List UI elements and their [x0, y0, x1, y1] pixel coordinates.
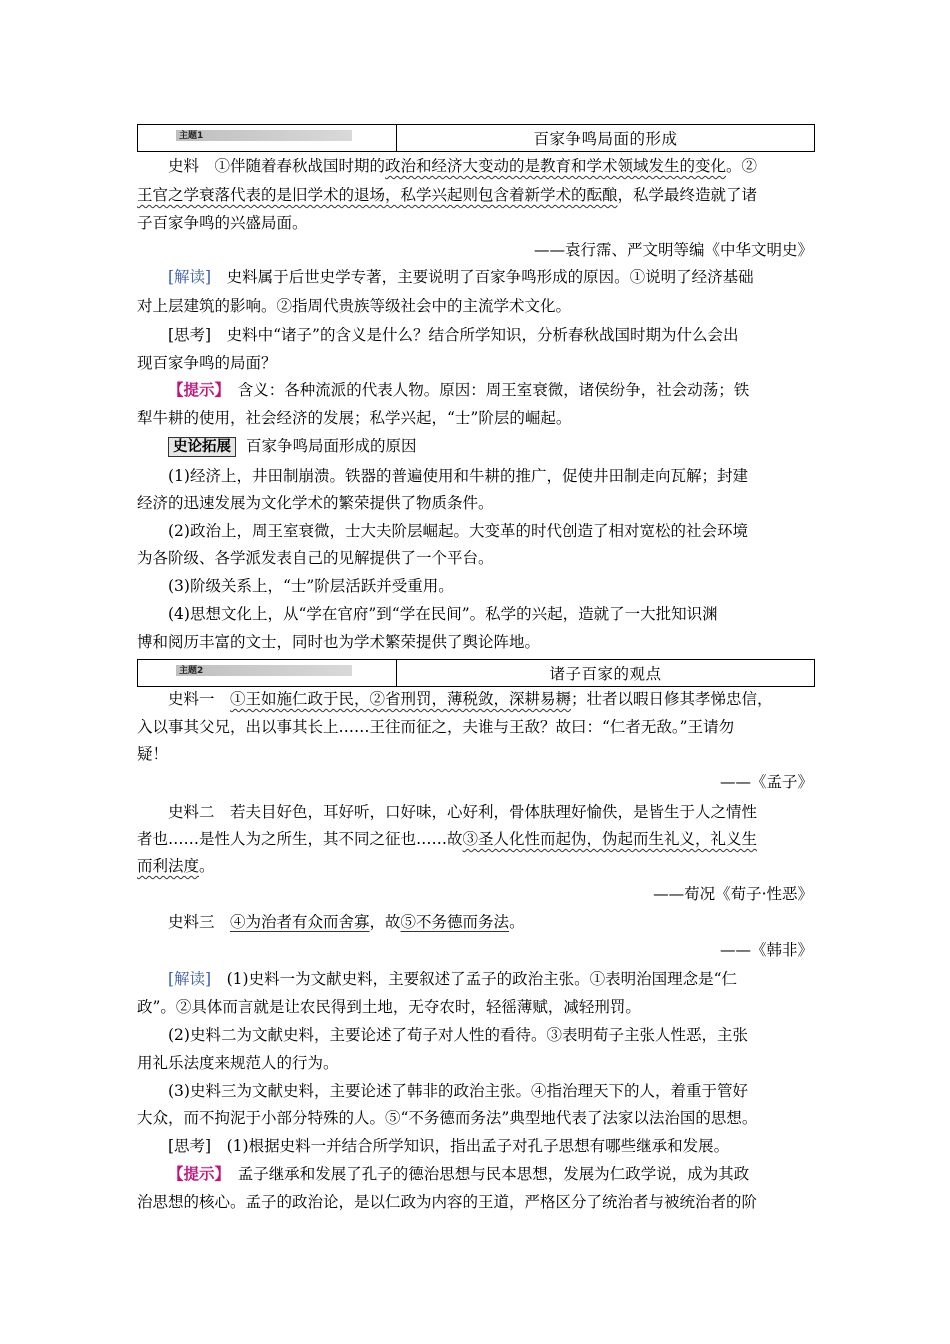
- extension-p4-line1: (4)思想文化上，从“学在官府”到“学在民间”。私学的兴起，造就了一大批知识渊: [168, 605, 718, 623]
- extension-p1-line2: 经济的迅速发展为文化学术的繁荣提供了物质条件。: [137, 494, 494, 512]
- topic1-tag: 主题1: [179, 131, 204, 141]
- text-span: ，私学最终造就了诸: [617, 186, 758, 204]
- topic2-s3-citation: ——《韩非》: [719, 941, 813, 959]
- topic2-sikao-line1: [168, 1136, 729, 1156]
- extension-p2-line2: 为各阶级、各学派发表自己的见解提供了一个平台。: [137, 549, 494, 567]
- sikao-label: [思考]: [168, 1137, 212, 1155]
- topic2-jiedu-p3-line2: 大众，而不拘泥于小部分特殊的人。⑤“不务德而务法”典型地代表了法家以法治国的思想。: [137, 1109, 758, 1127]
- topic2-s2-line2: [137, 829, 757, 849]
- text-span: 史料中“诸子”的含义是什么？结合所学知识，分析春秋战国时期为什么会出: [211, 326, 739, 344]
- sikao-label: [思考]: [168, 326, 212, 344]
- tishi-label: 【提示】: [168, 380, 223, 399]
- topic2-jiedu-p3-line1: (3)史料三为文献史料，主要论述了韩非的政治主张。④指治理天下的人，着重于管好: [168, 1082, 748, 1100]
- topic2-s1-line1: [168, 689, 773, 709]
- extension-tag: 史论拓展: [168, 437, 236, 457]
- text-span: ，故: [369, 913, 401, 931]
- topic1-source-line1: [168, 156, 757, 176]
- underlined-text: ⑤不务德而务法: [400, 913, 510, 931]
- extension-p3-line1: (3)阶级关系上，“士”阶层活跃并受重用。: [168, 577, 454, 595]
- topic1-sikao-line1: [168, 325, 738, 345]
- topic2-s2-line1: 史料二 若夫目好色，耳好听，口好味，心好利，骨体肤理好愉佚，是皆生于人之情性: [168, 803, 758, 821]
- extension-p2-line1: (2)政治上，周王室衰微，士大夫阶层崛起。大变革的时代创造了相对宽松的社会环境: [168, 522, 748, 540]
- source-label: 史料三: [168, 913, 231, 931]
- topic2-header-box: [137, 659, 815, 687]
- text-span: 。②: [726, 157, 758, 175]
- underlined-text: 而利法度: [137, 857, 200, 875]
- jiedu-label: [解读]: [168, 970, 212, 988]
- topic2-s2-line3: [137, 856, 215, 876]
- extension-p1-line1: (1)经济上，井田制崩溃。铁器的普遍使用和牛耕的推广，促使井田制走向瓦解；封建: [168, 467, 748, 485]
- topic2-title: 诸子百家的观点: [549, 665, 662, 683]
- topic2-jiedu-p1-line2: 政”。②具体而言就是让农民得到土地，无夺农时，轻徭薄赋，减轻刑罚。: [137, 998, 641, 1016]
- topic2-jiedu-p2-line2: 用礼乐法度来规范人的行为。: [137, 1054, 339, 1072]
- topic2-s1-line3: 疑！: [137, 745, 169, 763]
- topic2-s3-line1: [168, 912, 525, 932]
- text-span: 者也……是性人为之所生，其不同之征也……故: [137, 830, 463, 848]
- topic2-s2-citation: ——荀况《荀子·性恶》: [653, 885, 813, 903]
- extension-p4-line2: 博和阅历丰富的文士，同时也为学术繁荣提供了舆论阵地。: [137, 633, 541, 651]
- text-span: 含义：各种流派的代表人物。原因：周王室衰微，诸侯纷争，社会动荡；铁: [222, 381, 750, 399]
- topic2-tag-cell: [138, 660, 397, 686]
- topic1-sikao-line2: 现百家争鸣的局面？: [137, 354, 277, 372]
- topic1-tag-bar: [176, 130, 352, 141]
- jiedu-label: [解读]: [168, 268, 212, 286]
- extension-title: 百家争鸣局面形成的原因: [246, 437, 417, 455]
- text-span: ；壮者以暇日修其孝悌忠信，: [571, 690, 773, 708]
- topic1-source-line3: 子百家争鸣的兴盛局面。: [137, 214, 308, 232]
- tishi-label: 【提示】: [168, 1164, 223, 1183]
- text-span: 。: [509, 913, 525, 931]
- topic2-s1-citation: ——《孟子》: [719, 773, 813, 791]
- underlined-text: ④为治者有众而舍寡: [230, 913, 370, 931]
- underlined-text: ③圣人化性而起伪，伪起而生礼义，礼义生: [462, 830, 758, 848]
- extension-heading: [168, 436, 417, 457]
- topic1-tishi-line2: 犁牛耕的使用，社会经济的发展；私学兴起，“士”阶层的崛起。: [137, 409, 572, 427]
- source-label: 史料一: [168, 690, 231, 708]
- topic2-tag: 主题2: [179, 666, 204, 676]
- topic2-s1-line2: 入以事其父兄，出以事其长上……王往而征之，夫谁与王敌？故曰：“仁者无敌。”王请勿: [137, 718, 735, 736]
- underlined-text: ①王如施仁政于民，②省刑罚，薄税敛，深耕易耨: [230, 690, 572, 708]
- topic1-tag-cell: [138, 125, 397, 151]
- text-span: 。: [199, 857, 215, 875]
- topic2-jiedu-p2-line1: (2)史料二为文献史料，主要论述了荀子对人性的看待。③表明荀子主张人性恶，主张: [168, 1026, 748, 1044]
- topic1-jiedu-line1: [168, 267, 754, 287]
- text-span: 史料 ①伴随着春秋战国时期的: [168, 157, 386, 175]
- text-span: (1)史料一为文献史料，主要叙述了孟子的政治主张。①表明治国理念是“仁: [211, 970, 737, 988]
- topic1-title: 百家争鸣局面的形成: [533, 130, 678, 148]
- topic2-tishi-line1: [168, 1164, 749, 1184]
- topic2-tag-bar: [176, 665, 352, 676]
- text-span: 孟子继承和发展了孔子的德治思想与民本思想，发展为仁政学说，成为其政: [222, 1165, 750, 1183]
- topic1-header-box: [137, 124, 815, 152]
- text-span: 史料属于后世史学专著，主要说明了百家争鸣形成的原因。①说明了经济基础: [211, 268, 754, 286]
- topic1-jiedu-line2: 对上层建筑的影响。②指周代贵族等级社会中的主流学术文化。: [137, 297, 572, 315]
- topic1-source-line2: [137, 185, 757, 205]
- topic2-tishi-line2: 治思想的核心。孟子的政治论，是以仁政为内容的王道，严格区分了统治者与被统治者的阶: [137, 1193, 758, 1211]
- text-span: (1)根据史料一并结合所学知识，指出孟子对孔子思想有哪些继承和发展。: [211, 1137, 730, 1155]
- topic1-tishi-line1: [168, 380, 749, 400]
- underlined-text: 政治和经济大变动的是教育和学术领域发生的变化: [385, 157, 727, 175]
- topic1-source-citation: ——袁行霈、严文明等编《中华文明史》: [533, 241, 813, 259]
- topic2-jiedu-p1-line1: [168, 969, 737, 989]
- underlined-text: 王官之学衰落代表的是旧学术的退场，私学兴起则包含着新学术的酝酿: [137, 186, 618, 204]
